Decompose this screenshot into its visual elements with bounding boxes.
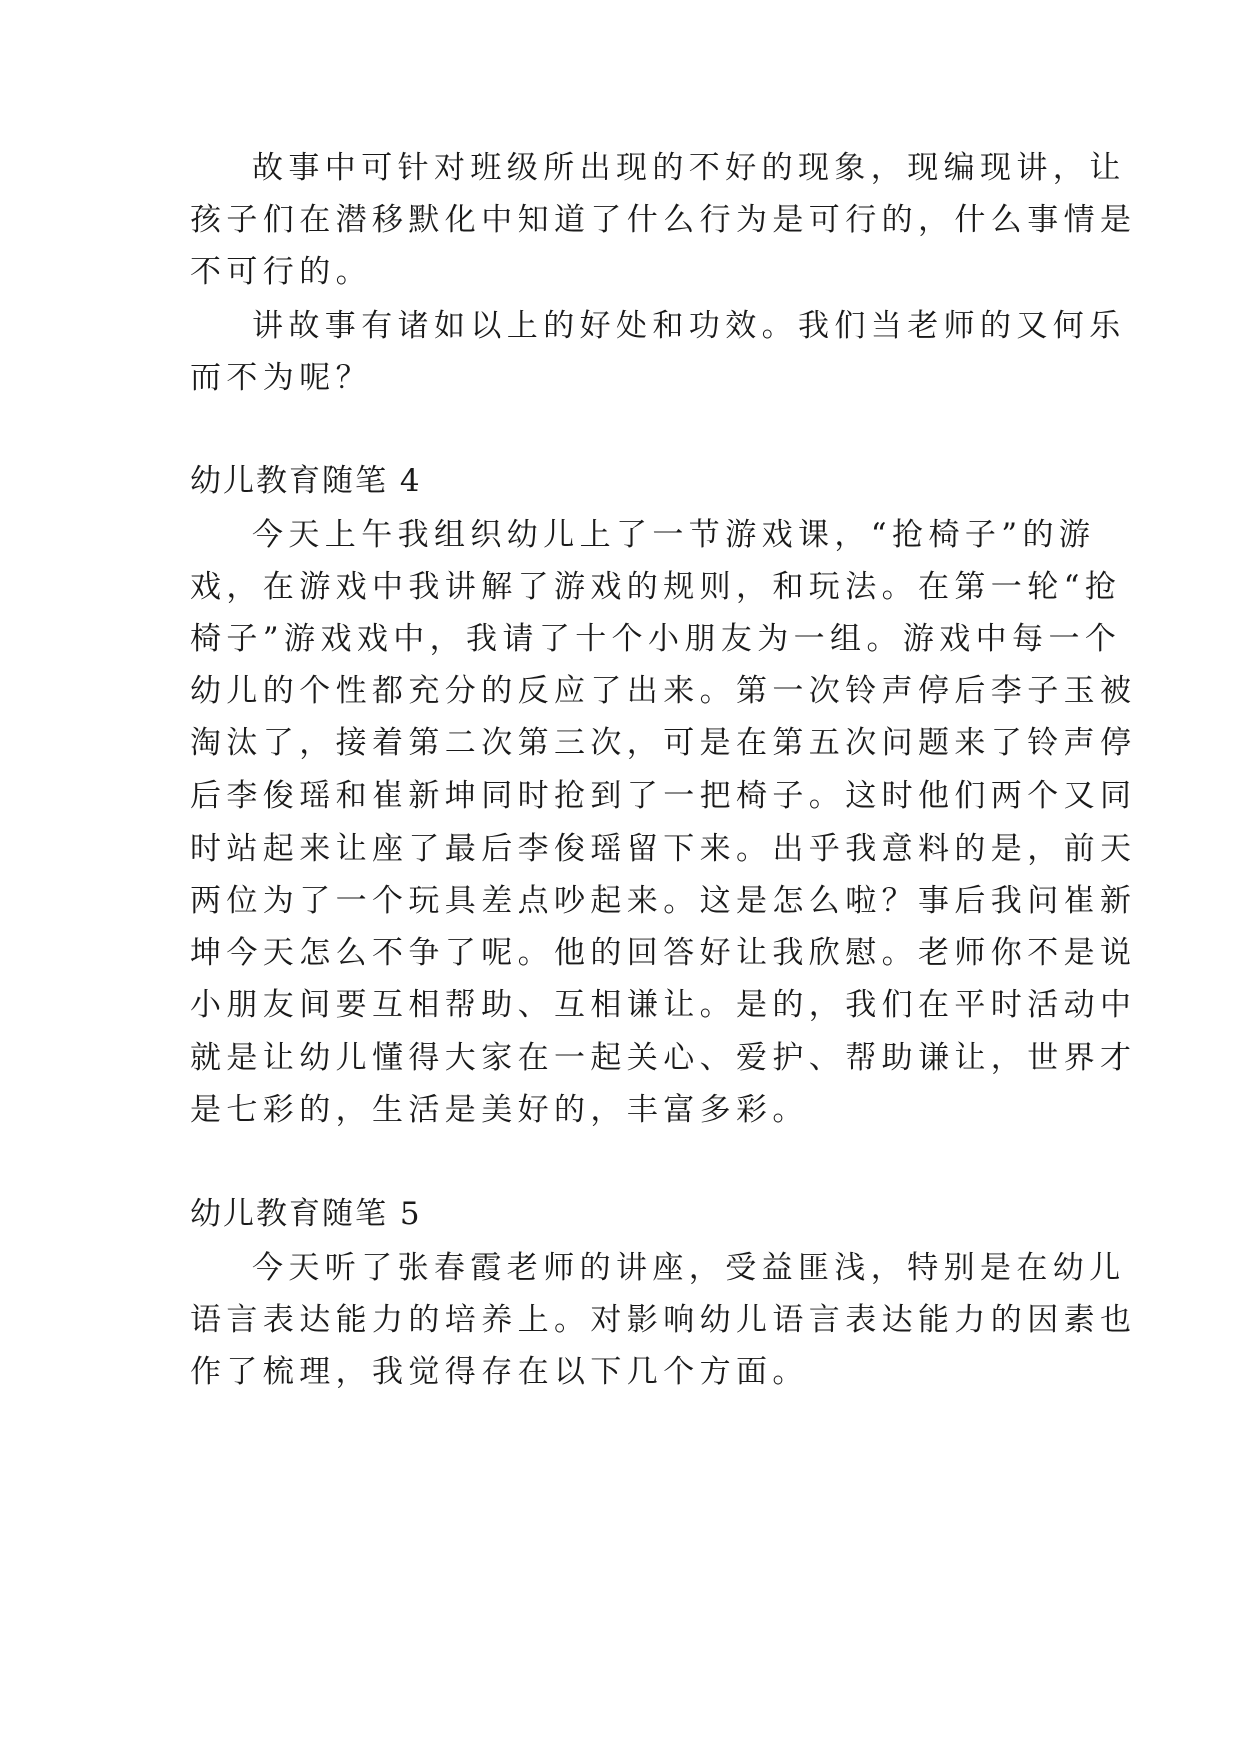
paragraph-line: 故事中可针对班级所出现的不好的现象，现编现讲，让 [252,150,1126,186]
paragraph-line: 不可行的。 [190,254,372,290]
paragraph-line: 就是让幼儿懂得大家在一起关心、爱护、帮助谦让，世界才 [190,1040,1137,1076]
section-heading: 幼儿教育随笔 5 [190,1196,422,1232]
paragraph-line: 椅子”游戏戏中，我请了十个小朋友为一组。游戏中每一个 [190,621,1122,657]
paragraph-line: 时站起来让座了最后李俊瑶留下来。出乎我意料的是，前天 [190,831,1137,867]
paragraph-line: 小朋友间要互相帮助、互相谦让。是的，我们在平时活动中 [190,987,1137,1023]
paragraph-line: 幼儿的个性都充分的反应了出来。第一次铃声停后李子玉被 [190,673,1137,709]
paragraph-line: 戏，在游戏中我讲解了游戏的规则，和玩法。在第一轮“抢 [190,569,1122,605]
paragraph-line: 作了梳理，我觉得存在以下几个方面。 [190,1354,809,1390]
paragraph-line: 语言表达能力的培养上。对影响幼儿语言表达能力的因素也 [190,1302,1137,1338]
paragraph-line: 坤今天怎么不争了呢。他的回答好让我欣慰。老师你不是说 [190,935,1137,971]
paragraph-line: 讲故事有诸如以上的好处和功效。我们当老师的又何乐 [252,308,1126,344]
paragraph-line: 而不为呢？ [190,360,372,396]
paragraph-line: 两位为了一个玩具差点吵起来。这是怎么啦？事后我问崔新 [190,883,1137,919]
paragraph-line: 今天上午我组织幼儿上了一节游戏课，“抢椅子”的游 [252,517,1096,553]
paragraph-line: 淘汰了，接着第二次第三次，可是在第五次问题来了铃声停 [190,725,1137,761]
section-heading: 幼儿教育随笔 4 [190,463,422,499]
paragraph-line: 是七彩的，生活是美好的，丰富多彩。 [190,1092,809,1128]
paragraph-line: 孩子们在潜移默化中知道了什么行为是可行的，什么事情是 [190,202,1137,238]
paragraph-line: 今天听了张春霞老师的讲座，受益匪浅，特别是在幼儿 [252,1250,1126,1286]
paragraph-line: 后李俊瑶和崔新坤同时抢到了一把椅子。这时他们两个又同 [190,778,1137,814]
